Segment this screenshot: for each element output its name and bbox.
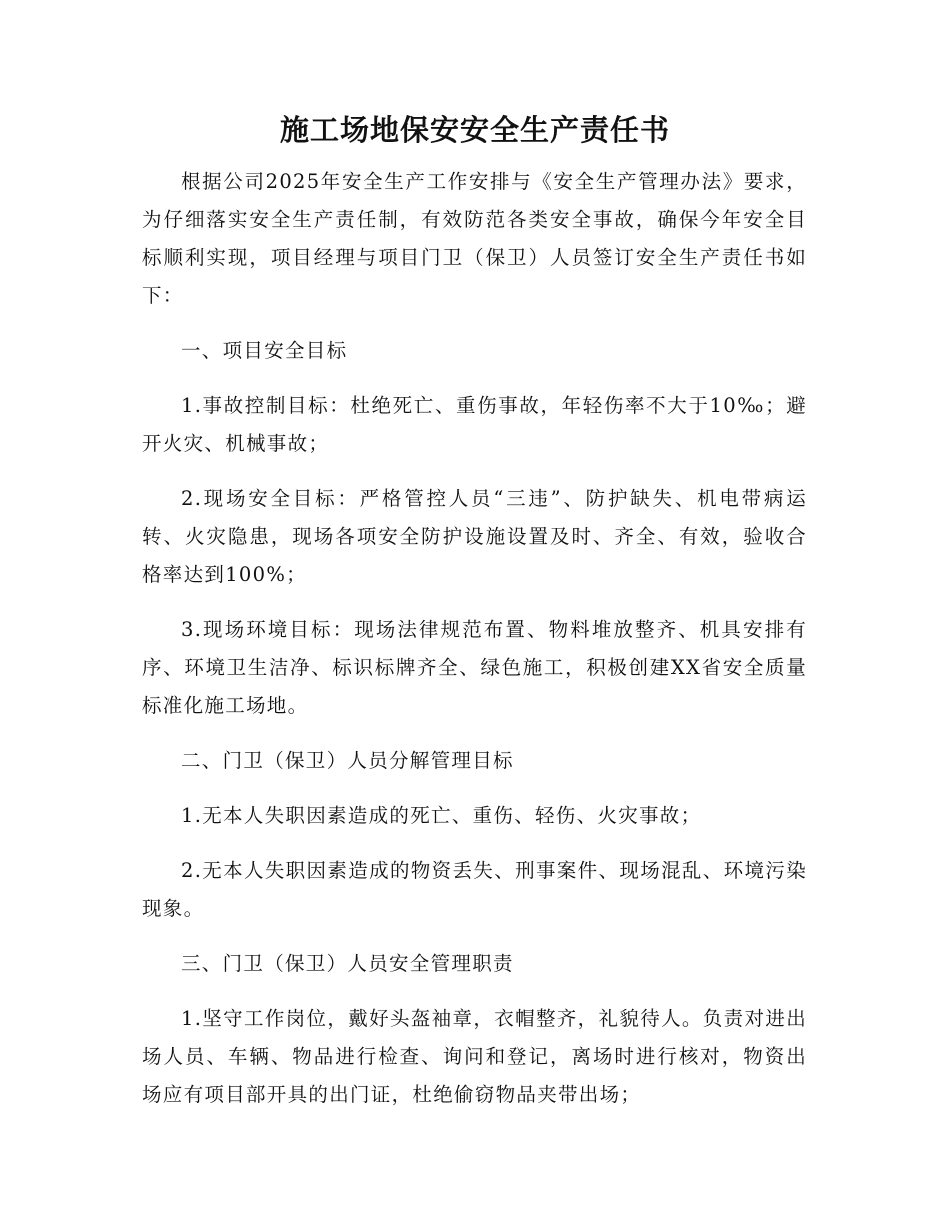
document-body (142, 163, 807, 1131)
section-heading-3: 三、门卫（保卫）人员安全管理职责 (181, 952, 514, 975)
paragraph-item: 3.现场环境目标：现场法律规范布置、物料堆放整齐、机具安排有序、环境卫生洁净、标识标牌齐全、绿色施工，积极创建XX省安全质量标准化施工场地。 (142, 618, 807, 717)
paragraph-intro: 根据公司2025年安全生产工作安排与《安全生产管理办法》要求，为仔细落实安全生产责任制，有效防范各类安全事故，确保今年安全目标顺利实现，项目经理与项目门卫（保卫）人员签订安全生产责任书如下： (142, 170, 807, 307)
section-heading-1: 一、项目安全目标 (181, 339, 348, 362)
paragraph-item: 2.现场安全目标：严格管控人员“三违”、防护缺失、机电带病运转、火灾隐患，现场各项安全防护设施设置及时、齐全、有效，验收合格率达到100%； (142, 487, 807, 586)
section-heading-2: 二、门卫（保卫）人员分解管理目标 (181, 749, 514, 772)
paragraph-item: 1.无本人失职因素造成的死亡、重伤、轻伤、火灾事故； (181, 804, 702, 827)
paragraph-item: 1.坚守工作岗位，戴好头盔袖章，衣帽整齐，礼貌待人。负责对进出场人员、车辆、物品进行检查、询问和登记，离场时进行核对，物资出场应有项目部开具的出门证，杜绝偷窃物品夹带出场； (142, 1007, 807, 1106)
paragraph-item: 1.事故控制目标：杜绝死亡、重伤事故，年轻伤率不大于10‰；避开火灾、机械事故； (142, 394, 807, 455)
document-title: 施工场地保安安全生产责任书 (279, 113, 670, 147)
paragraph-item: 2.无本人失职因素造成的物资丢失、刑事案件、现场混乱、环境污染现象。 (142, 859, 807, 920)
